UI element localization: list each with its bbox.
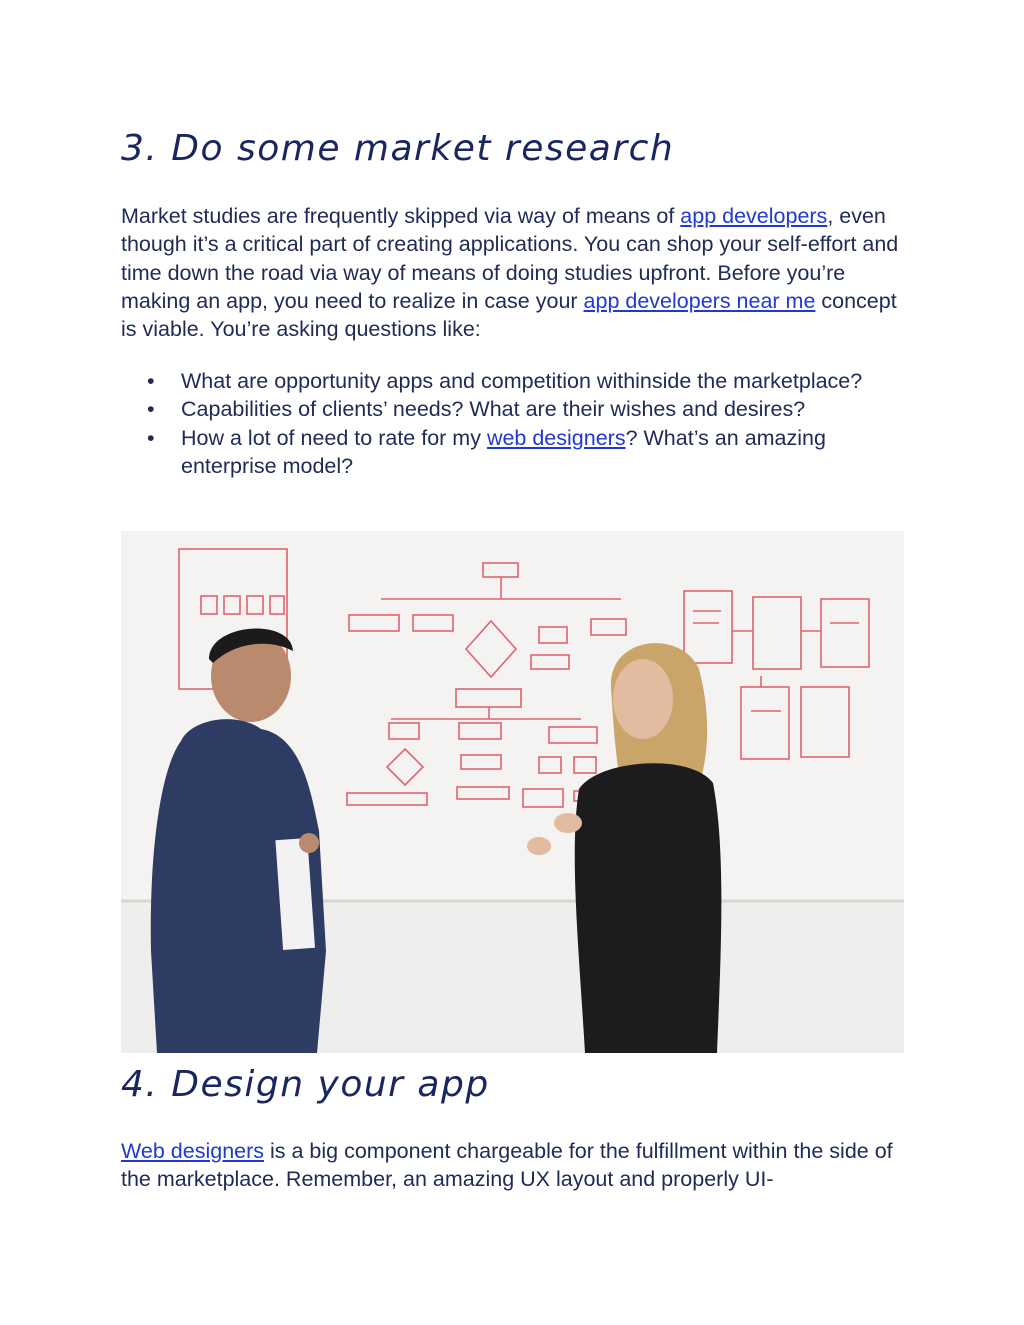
list-item-text: How a lot of need to rate for my	[181, 425, 487, 450]
paragraph-text: , even though it’s a critical part of creating applications. You can shop your self-effort and time down the road via way of means of doing studies upfront. Before you’re making an app, you need to realize in case your	[121, 204, 899, 313]
app-developers-near-me-link[interactable]: app developers near me	[583, 288, 816, 313]
list-item	[121, 367, 911, 395]
whiteboard-illustration	[121, 531, 904, 1053]
list-item	[121, 395, 911, 423]
web-designers-link[interactable]: Web designers	[121, 1139, 265, 1163]
section-heading-design-your-app: 4. Design your app	[121, 1064, 490, 1105]
market-research-paragraph	[121, 202, 911, 343]
bullet-icon: •	[147, 397, 155, 422]
design-paragraph	[121, 1137, 911, 1194]
list-item-text: What are opportunity apps and competition withinside the marketplace?	[181, 369, 863, 393]
list-item	[121, 424, 911, 481]
questions-list	[121, 367, 911, 480]
whiteboard-meeting-photo	[121, 531, 904, 1053]
list-item-text: ? What’s an amazing enterprise model?	[181, 425, 826, 478]
bullet-icon: •	[147, 369, 155, 393]
section-heading-market-research: 3. Do some market research	[121, 128, 675, 169]
bullet-icon: •	[147, 425, 155, 450]
web-designers-link[interactable]: web designers	[486, 425, 626, 450]
app-developers-link[interactable]: app developers	[680, 204, 828, 228]
paragraph-text: concept is viable. You’re asking questions like:	[121, 288, 897, 342]
paragraph-text: is a big component chargeable for the fulfillment within the side of the marketplace. Remember, an amazing UX layout and properly UI-	[121, 1139, 893, 1192]
list-item-text: Capabilities of clients’ needs? What are their wishes and desires?	[181, 397, 806, 422]
paragraph-text: Market studies are frequently skipped via way of means of	[121, 204, 681, 228]
